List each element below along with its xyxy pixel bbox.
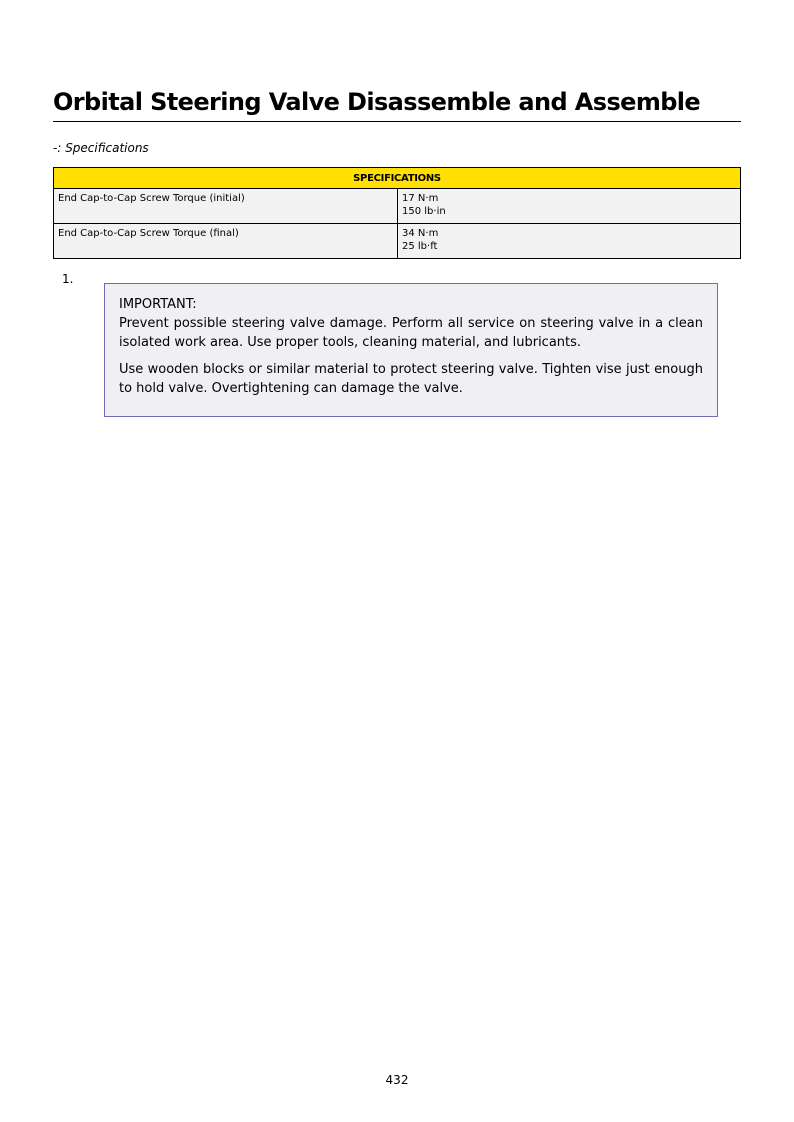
spec-value [398,224,741,259]
page-number: 432 [385,1073,409,1087]
table-row [54,189,741,224]
spec-value-imperial: 25 lb·ft [402,241,438,252]
step-number: 1. [62,272,74,286]
spec-value [398,189,741,224]
specifications-table-header: SPECIFICATIONS [54,168,741,189]
spec-value-metric: 34 N·m [402,228,439,239]
note-paragraph: Use wooden blocks or similar material to protect steering valve. Tighten vise just enough to hold valve. Overtightening can damage the valve. [119,362,703,396]
specifications-subtitle: -: Specifications [53,141,149,155]
note-heading: IMPORTANT: [119,297,197,312]
spec-value-imperial: 150 lb·in [402,206,446,217]
page-title: Orbital Steering Valve Disassemble and Assemble [53,86,741,122]
spec-value-metric: 17 N·m [402,193,439,204]
note-paragraph: Prevent possible steering valve damage. Perform all service on steering valve in a clean isolated work area. Use proper tools, cleaning material, and lubricants. [119,316,703,350]
spec-label: End Cap-to-Cap Screw Torque (final) [54,224,398,259]
specifications-table [53,167,741,259]
spec-label: End Cap-to-Cap Screw Torque (initial) [54,189,398,224]
important-note [104,283,718,417]
table-row [54,224,741,259]
